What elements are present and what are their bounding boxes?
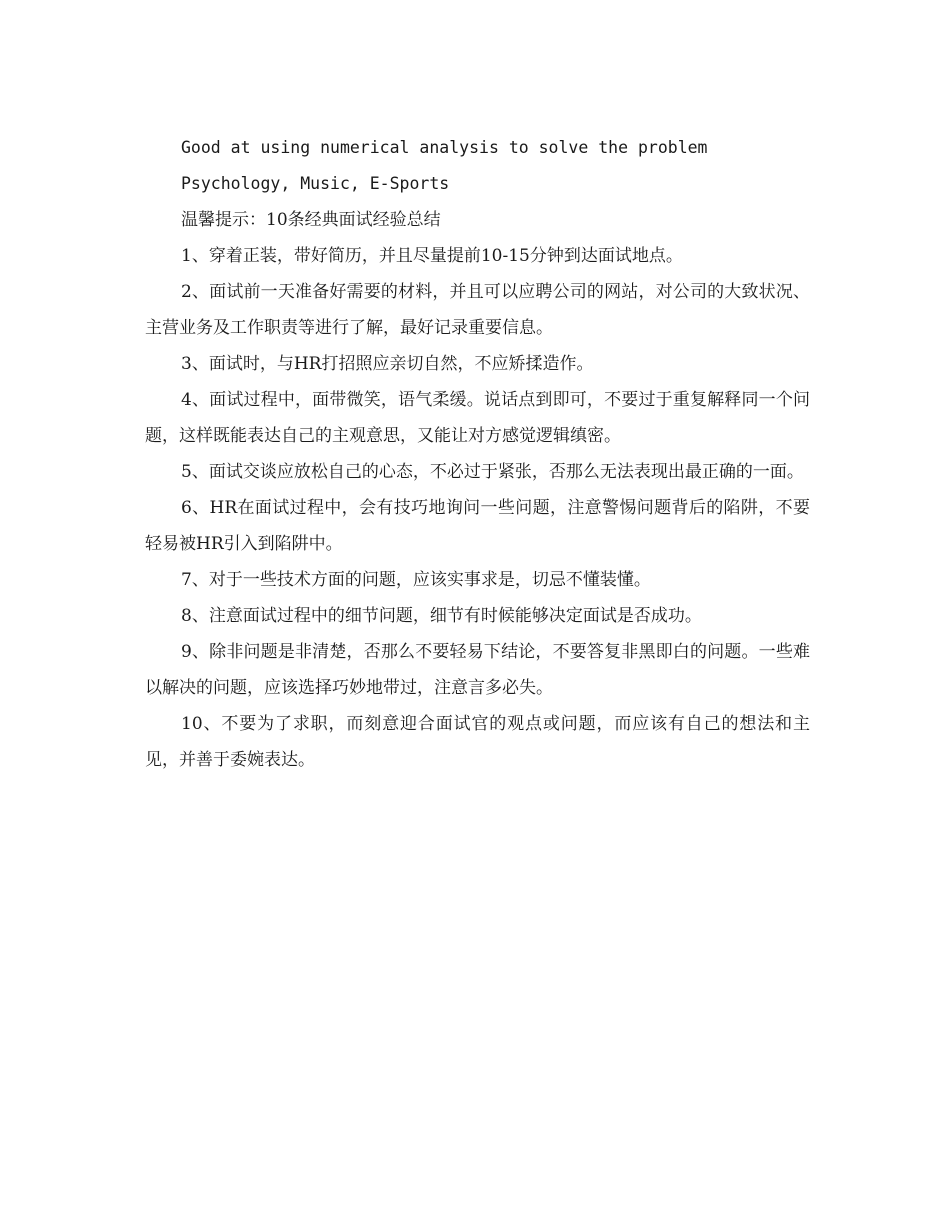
tip-9: 9、除非问题是非清楚，否那么不要轻易下结论，不要答复非黑即白的问题。一些难以解决的问题，应该选择巧妙地带过，注意言多必失。 <box>145 642 810 698</box>
tip-8: 8、注意面试过程中的细节问题，细节有时候能够决定面试是否成功。 <box>181 606 702 626</box>
tip-10: 10、不要为了求职，而刻意迎合面试官的观点或问题，而应该有自己的想法和主见，并善于委婉表达。 <box>145 714 810 770</box>
tip-4: 4、面试过程中，面带微笑，语气柔缓。说话点到即可，不要过于重复解释同一个问题，这样既能表达自己的主观意思，又能让对方感觉逻辑缜密。 <box>145 390 810 446</box>
tip-1: 1、穿着正装，带好简历，并且尽量提前10-15分钟到达面试地点。 <box>181 246 683 266</box>
tip-2: 2、面试前一天准备好需要的材料，并且可以应聘公司的网站，对公司的大致状况、主营业务及工作职责等进行了解，最好记录重要信息。 <box>145 282 810 338</box>
tip-6: 6、HR在面试过程中，会有技巧地询问一些问题，注意警惕问题背后的陷阱，不要轻易被HR引入到陷阱中。 <box>145 498 810 554</box>
tip-3: 3、面试时，与HR打招照应亲切自然，不应矫揉造作。 <box>181 354 594 374</box>
hobbies-line: Psychology, Music, E-Sports <box>181 174 450 193</box>
document-body <box>145 130 810 778</box>
tips-heading: 温馨提示：10条经典面试经验总结 <box>181 210 441 230</box>
skill-line: Good at using numerical analysis to solve the problem <box>181 138 708 157</box>
tip-7: 7、对于一些技术方面的问题，应该实事求是，切忌不懂装懂。 <box>181 570 651 590</box>
tip-5: 5、面试交谈应放松自己的心态，不必过于紧张，否那么无法表现出最正确的一面。 <box>181 462 804 482</box>
